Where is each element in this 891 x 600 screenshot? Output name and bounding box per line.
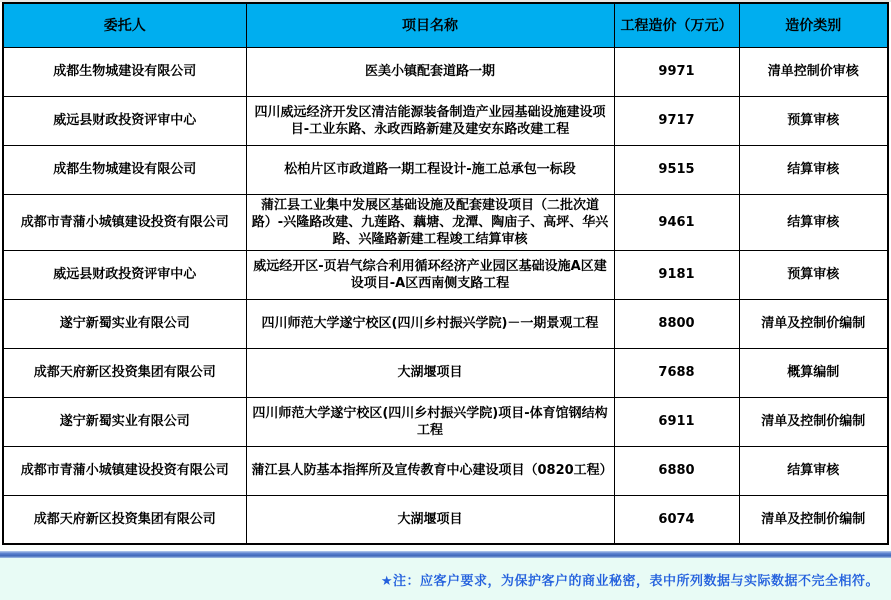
project-cell: 四川师范大学遂宁校区(四川乡村振兴学院)项目-体育馆钢结构工程 — [246, 397, 614, 446]
client-cell: 威远县财政投资评审中心 — [3, 250, 246, 299]
client-cell: 威远县财政投资评审中心 — [3, 96, 246, 145]
column-header-client: 委托人 — [3, 3, 246, 47]
cost-cell: 9181 — [614, 250, 739, 299]
project-cell: 蒲江县工业集中发展区基础设施及配套建设项目（二批次道路）-兴隆路改建、九莲路、藕塘、龙潭、陶庙子、高坪、华兴路、兴隆路新建工程竣工结算审核 — [246, 194, 614, 250]
table-row — [3, 194, 888, 250]
category-cell: 预算审核 — [739, 96, 888, 145]
cost-cell: 9515 — [614, 145, 739, 194]
category-cell: 清单及控制价编制 — [739, 495, 888, 544]
client-cell: 遂宁新蜀实业有限公司 — [3, 299, 246, 348]
confidentiality-note: ★注：应客户要求，为保护客户的商业秘密，表中所列数据与实际数据不完全相符。 — [380, 573, 879, 589]
project-cell: 四川威远经济开发区清洁能源装备制造产业园基础设施建设项目-工业东路、永政西路新建及建安东路改建工程 — [246, 96, 614, 145]
project-cell: 医美小镇配套道路一期 — [246, 47, 614, 96]
category-cell: 清单及控制价编制 — [739, 299, 888, 348]
category-cell: 结算审核 — [739, 145, 888, 194]
cost-cell: 6911 — [614, 397, 739, 446]
table-row — [3, 495, 888, 544]
cost-cell: 6074 — [614, 495, 739, 544]
header-row — [3, 3, 888, 47]
column-header-project: 项目名称 — [246, 3, 614, 47]
cost-cell: 8800 — [614, 299, 739, 348]
category-cell: 结算审核 — [739, 446, 888, 495]
table-row — [3, 446, 888, 495]
client-cell: 成都市青蒲小城镇建设投资有限公司 — [3, 194, 246, 250]
cost-cell: 9461 — [614, 194, 739, 250]
cost-cell: 6880 — [614, 446, 739, 495]
table-row — [3, 96, 888, 145]
table-row — [3, 348, 888, 397]
project-cell: 松柏片区市政道路一期工程设计-施工总承包一标段 — [246, 145, 614, 194]
client-cell: 成都生物城建设有限公司 — [3, 47, 246, 96]
category-cell: 结算审核 — [739, 194, 888, 250]
divider-bar — [0, 551, 891, 558]
client-cell: 成都天府新区投资集团有限公司 — [3, 495, 246, 544]
table-row — [3, 145, 888, 194]
project-cell: 大湖堰项目 — [246, 348, 614, 397]
table-row — [3, 397, 888, 446]
project-cell: 大湖堰项目 — [246, 495, 614, 544]
client-cell: 成都市青蒲小城镇建设投资有限公司 — [3, 446, 246, 495]
category-cell: 概算编制 — [739, 348, 888, 397]
cost-cell: 9717 — [614, 96, 739, 145]
project-cost-table — [2, 2, 889, 545]
column-header-cost: 工程造价（万元） — [614, 3, 739, 47]
cost-cell: 9971 — [614, 47, 739, 96]
project-cell: 四川师范大学遂宁校区(四川乡村振兴学院)－一期景观工程 — [246, 299, 614, 348]
category-cell: 预算审核 — [739, 250, 888, 299]
project-cell: 蒲江县人防基本指挥所及宣传教育中心建设项目（0820工程） — [246, 446, 614, 495]
table-row — [3, 299, 888, 348]
table-row — [3, 47, 888, 96]
client-cell: 成都生物城建设有限公司 — [3, 145, 246, 194]
cost-cell: 7688 — [614, 348, 739, 397]
category-cell: 清单控制价审核 — [739, 47, 888, 96]
client-cell: 成都天府新区投资集团有限公司 — [3, 348, 246, 397]
table-row — [3, 250, 888, 299]
project-cell: 威远经开区-页岩气综合利用循环经济产业园区基础设施A区建设项目-A区西南侧支路工程 — [246, 250, 614, 299]
client-cell: 遂宁新蜀实业有限公司 — [3, 397, 246, 446]
footer-note-area — [0, 558, 891, 600]
category-cell: 清单及控制价编制 — [739, 397, 888, 446]
column-header-category: 造价类别 — [739, 3, 888, 47]
